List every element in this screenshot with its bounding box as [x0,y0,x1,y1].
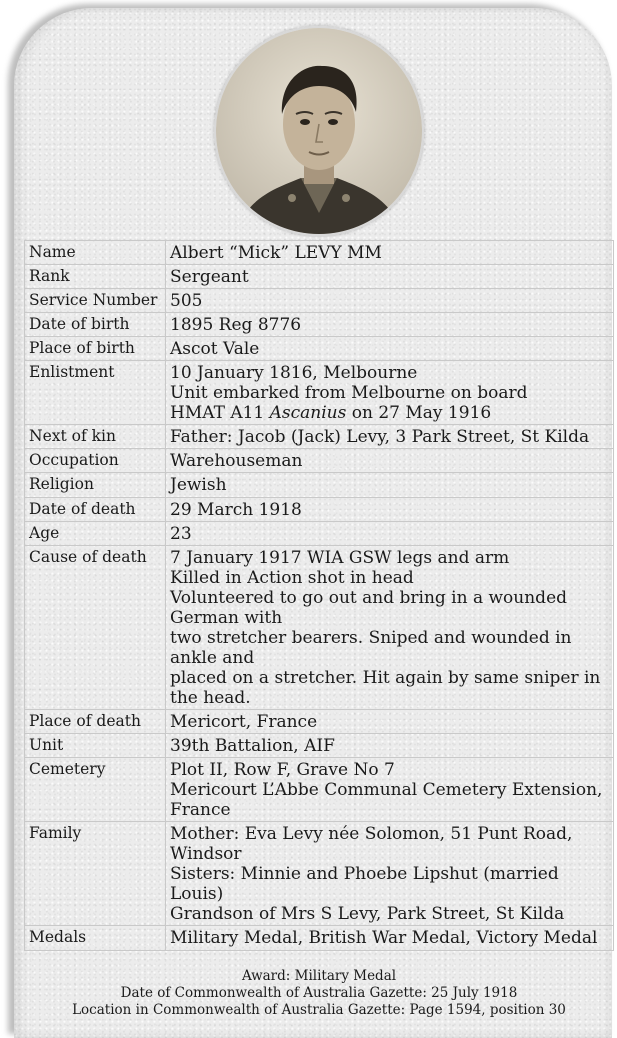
next-of-kin-value: Father: Jacob (Jack) Levy, 3 Park Street, St Kilda [166,425,614,449]
row-date-of-birth [25,313,614,337]
gazette-date-text: Date of Commonwealth of Australia Gazette: 25 July 1918 [120,985,518,1001]
occupation-value: Warehouseman [166,449,614,473]
medals-label: Medals [25,926,166,950]
cause-line-1: 7 January 1917 WIA GSW legs and arm [170,547,510,568]
occupation-label: Occupation [25,449,166,473]
embark-date: on 27 May 1916 [346,403,492,424]
name-value: Albert “Mick” LEVY MM [166,241,614,265]
service-number-label: Service Number [25,289,166,313]
cause-line-5: placed on a stretcher. Hit again by same sniper in the head. [170,667,601,708]
cause-line-3: Volunteered to go out and bring in a wounded German with [170,587,568,628]
place-of-death-value: Mericort, France [166,709,614,733]
place-of-death-label: Place of death [25,709,166,733]
cemetery-label: Cemetery [25,758,166,822]
family-line-1: Mother: Eva Levy née Solomon, 51 Punt Road, Windsor [170,824,573,865]
religion-value: Jewish [166,473,614,497]
row-religion [25,473,614,497]
unit-value: 39th Battalion, AIF [166,734,614,758]
row-date-of-death [25,497,614,521]
date-of-death-label: Date of death [25,497,166,521]
row-occupation [25,449,614,473]
age-label: Age [25,521,166,545]
service-record-table [24,240,614,951]
killed-in-action: Killed in Action [170,567,303,588]
rank-label: Rank [25,265,166,289]
cemetery-value [166,758,614,822]
place-of-birth-label: Place of birth [25,337,166,361]
next-of-kin-label: Next of kin [25,425,166,449]
row-family [25,822,614,926]
religion-label: Religion [25,473,166,497]
row-rank [25,265,614,289]
service-number-value: 505 [166,289,614,313]
row-service-number [25,289,614,313]
cause-line-4: two stretcher bearers. Sniped and wounded in ankle and [170,627,572,668]
cause-line-2 [170,568,609,588]
family-label: Family [25,822,166,926]
row-name [25,241,614,265]
enlistment-line-1: 10 January 1816, Melbourne [170,363,418,384]
cause-of-death-value [166,545,614,709]
gazette-location-text: Location in Commonwealth of Australia Gazette: Page 1594, position 30 [72,1002,566,1018]
gazette-footer [24,968,614,1019]
soldier-portrait [214,26,424,236]
enlistment-line-2: Unit embarked from Melbourne on board [170,383,528,404]
ship-prefix: HMAT A11 [170,403,270,424]
row-place-of-death [25,709,614,733]
medals-value: Military Medal, British War Medal, Victory Medal [166,926,614,950]
row-unit [25,734,614,758]
date-of-birth-value: 1895 Reg 8776 [166,313,614,337]
ship-name: Ascanius [269,403,347,424]
date-of-death-value: 29 March 1918 [166,497,614,521]
award-text: Award: Military Medal [241,968,397,984]
enlistment-label: Enlistment [25,361,166,425]
family-line-3: Grandson of Mrs S Levy, Park Street, St Kilda [170,904,565,925]
family-value [166,822,614,926]
enlistment-line-3 [170,403,609,423]
unit-label: Unit [25,734,166,758]
portrait-photo-image [216,28,422,234]
row-age [25,521,614,545]
row-next-of-kin [25,425,614,449]
enlistment-value [166,361,614,425]
place-of-birth-value: Ascot Vale [166,337,614,361]
row-cemetery [25,758,614,822]
rank-value: Sergeant [166,265,614,289]
row-cause-of-death [25,545,614,709]
cemetery-line-2: Mericourt L’Abbe Communal Cemetery Extension, France [170,780,603,821]
name-label: Name [25,241,166,265]
cemetery-line-1: Plot II, Row F, Grave No 7 [170,760,395,781]
row-place-of-birth [25,337,614,361]
cause-detail: shot in head [302,567,414,588]
date-of-birth-label: Date of birth [25,313,166,337]
row-enlistment [25,361,614,425]
family-line-2: Sisters: Minnie and Phoebe Lipshut (married Louis) [170,864,559,905]
row-medals [25,926,614,950]
cause-of-death-label: Cause of death [25,545,166,709]
age-value: 23 [166,521,614,545]
